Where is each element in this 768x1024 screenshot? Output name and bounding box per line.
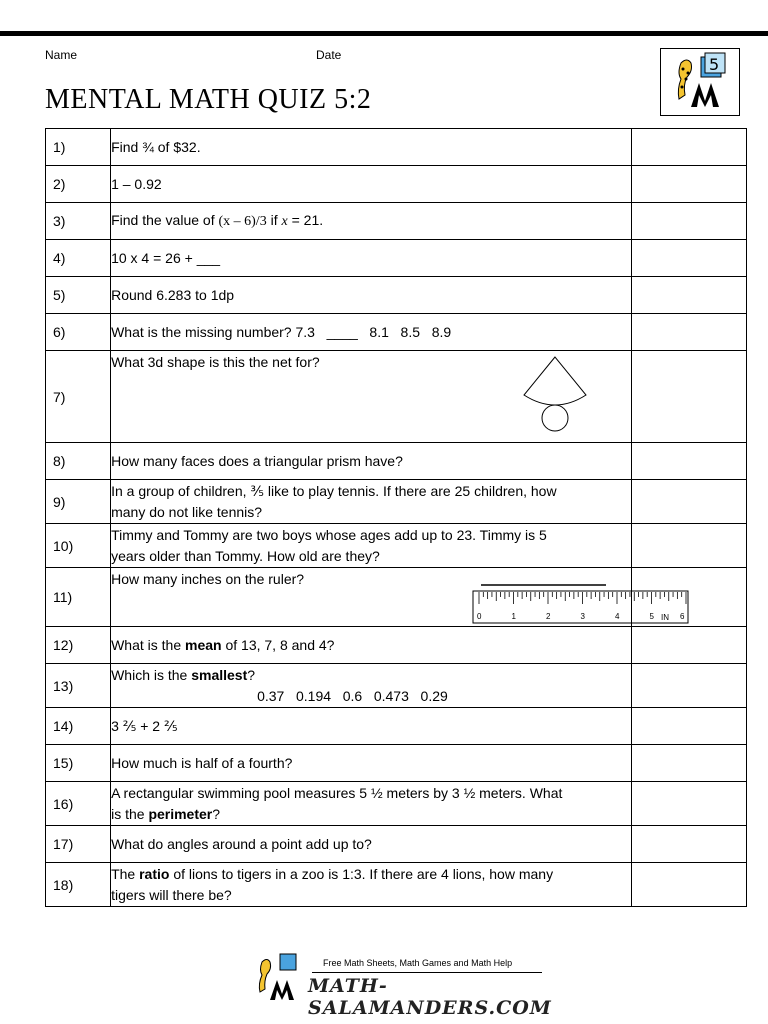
question-text: What is the mean of 13, 7, 8 and 4? xyxy=(111,636,335,653)
logo-grade: 5 xyxy=(709,55,720,74)
question-text: 10 x 4 = 26 + ___ xyxy=(111,249,221,266)
question-row-8 xyxy=(46,443,747,480)
ruler-unit: IN xyxy=(661,613,670,622)
answer-box[interactable] xyxy=(631,443,746,480)
page-title: MENTAL MATH QUIZ 5:2 xyxy=(45,84,372,115)
answer-box[interactable] xyxy=(631,203,746,240)
answer-box[interactable] xyxy=(631,708,746,745)
question-row-6 xyxy=(46,314,747,351)
question-number: 7) xyxy=(46,351,111,443)
question-text: 1 – 0.92 xyxy=(111,175,162,192)
answer-box[interactable] xyxy=(631,240,746,277)
ruler-diagram xyxy=(471,582,691,626)
answer-box[interactable] xyxy=(631,314,746,351)
question-number: 2) xyxy=(46,166,111,203)
question-text: The ratio of lions to tigers in a zoo is 1:3. If there are 4 lions, how many tigers will there be? xyxy=(111,865,554,903)
question-text: 3 ⅖ + 2 ⅖ xyxy=(111,717,178,734)
ruler-tick-label: 3 xyxy=(580,612,586,621)
answer-box[interactable] xyxy=(631,664,746,708)
question-text: Find the value of (x – 6)/3 if x = 21. xyxy=(111,212,324,229)
question-number: 10) xyxy=(46,524,111,568)
answer-box[interactable] xyxy=(631,826,746,863)
question-row-13 xyxy=(46,664,747,708)
question-row-1 xyxy=(46,129,747,166)
top-rule xyxy=(0,31,768,36)
question-row-5 xyxy=(46,277,747,314)
footer-logo xyxy=(250,950,552,1019)
question-row-2 xyxy=(46,166,747,203)
cone-net-diagram xyxy=(516,355,596,437)
question-text: Find ¾ of $32. xyxy=(111,138,201,155)
ruler-tick-label: 2 xyxy=(546,612,551,621)
question-number: 8) xyxy=(46,443,111,480)
question-text: How many faces does a triangular prism have? xyxy=(111,452,403,469)
question-text: Which is the smallest? 0.37 0.194 0.6 0.473 0.29 xyxy=(111,666,448,704)
answer-box[interactable] xyxy=(631,277,746,314)
question-row-15 xyxy=(46,745,747,782)
question-number: 16) xyxy=(46,782,111,826)
answer-box[interactable] xyxy=(631,524,746,568)
ruler-tick-label: 1 xyxy=(511,612,517,621)
footer-divider xyxy=(312,972,542,973)
quiz-table xyxy=(45,128,747,907)
question-text: How many inches on the ruler? xyxy=(111,571,305,587)
answer-box[interactable] xyxy=(631,166,746,203)
ruler-tick-label: 4 xyxy=(615,612,620,621)
answer-box[interactable] xyxy=(631,782,746,826)
question-number: 6) xyxy=(46,314,111,351)
ruler-tick-label: 0 xyxy=(477,612,482,621)
answer-box[interactable] xyxy=(631,480,746,524)
question-text: Round 6.283 to 1dp xyxy=(111,286,235,303)
question-number: 18) xyxy=(46,863,111,907)
question-row-16 xyxy=(46,782,747,826)
question-number: 4) xyxy=(46,240,111,277)
salamander-footer-icon xyxy=(250,952,310,1004)
ruler-tick-label: 5 xyxy=(649,612,655,621)
question-text: A rectangular swimming pool measures 5 ½ meters by 3 ½ meters. What is the perimeter? xyxy=(111,784,563,822)
footer-tagline: Free Math Sheets, Math Games and Math Help xyxy=(323,958,513,968)
question-number: 5) xyxy=(46,277,111,314)
name-label: Name xyxy=(45,48,78,62)
question-number: 17) xyxy=(46,826,111,863)
answer-box[interactable] xyxy=(631,351,746,443)
question-number: 14) xyxy=(46,708,111,745)
question-row-3 xyxy=(46,203,747,240)
question-text: How much is half of a fourth? xyxy=(111,754,293,771)
question-row-9 xyxy=(46,480,747,524)
question-row-14 xyxy=(46,708,747,745)
question-number: 1) xyxy=(46,129,111,166)
date-label: Date xyxy=(316,48,342,62)
question-row-11 xyxy=(46,568,747,627)
answer-box[interactable] xyxy=(631,745,746,782)
question-row-4 xyxy=(46,240,747,277)
question-row-18 xyxy=(46,863,747,907)
question-text: What is the missing number? 7.3 ____ 8.1 8.5 8.9 xyxy=(111,323,452,340)
question-text: In a group of children, ⅗ like to play tennis. If there are 25 children, how many do not like tennis? xyxy=(111,482,557,520)
salamander-logo xyxy=(660,48,740,116)
question-text: What do angles around a point add up to? xyxy=(111,835,372,852)
question-text: What 3d shape is this the net for? xyxy=(111,354,320,370)
question-number: 15) xyxy=(46,745,111,782)
question-number: 9) xyxy=(46,480,111,524)
question-row-10 xyxy=(46,524,747,568)
question-row-17 xyxy=(46,826,747,863)
question-number: 11) xyxy=(46,568,111,627)
question-number: 12) xyxy=(46,627,111,664)
question-row-7 xyxy=(46,351,747,443)
answer-box[interactable] xyxy=(631,129,746,166)
question-text: Timmy and Tommy are two boys whose ages add up to 23. Timmy is 5 years older than Tommy. How old are they? xyxy=(111,526,547,564)
footer-brand[interactable]: MATH-SALAMANDERS.COM xyxy=(308,975,552,1019)
question-row-12 xyxy=(46,627,747,664)
question-number: 13) xyxy=(46,664,111,708)
answer-box[interactable] xyxy=(631,627,746,664)
question-number: 3) xyxy=(46,203,111,240)
answer-box[interactable] xyxy=(631,863,746,907)
ruler-tick-label: 6 xyxy=(680,612,685,621)
